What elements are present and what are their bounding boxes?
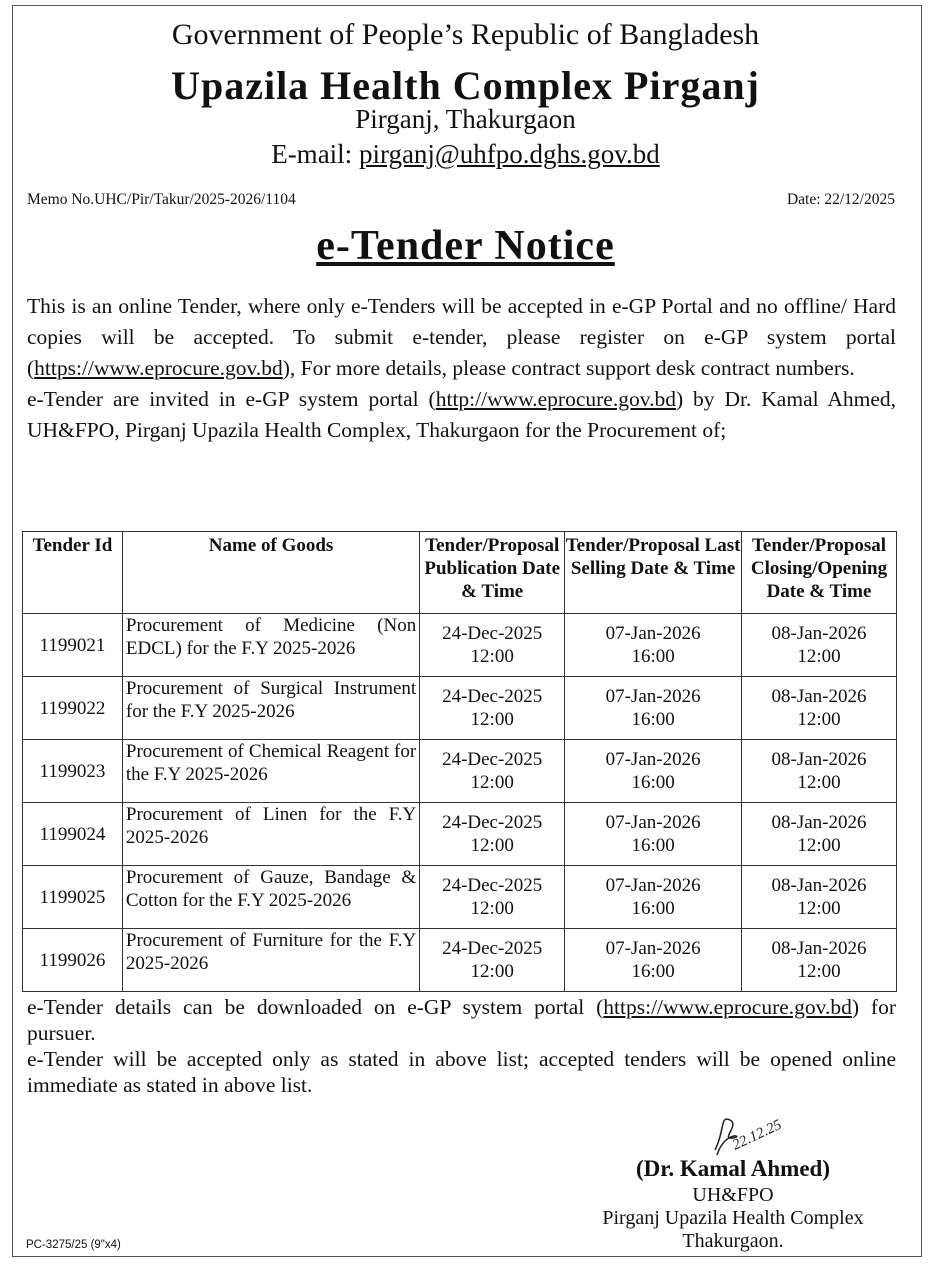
email-line: [0, 139, 931, 170]
last-selling-datetime: [565, 866, 742, 929]
time: 12:00: [470, 709, 514, 730]
closing-opening-datetime: [742, 929, 897, 992]
goods-name: Procurement of Medicine (Non EDCL) for the F.Y 2025-2026: [122, 614, 419, 677]
tender-id: 1199026: [23, 929, 123, 992]
date: 24-Dec-2025: [442, 938, 543, 959]
time: 16:00: [631, 772, 675, 793]
column-header: Name of Goods: [122, 532, 419, 614]
tender-id: 1199021: [23, 614, 123, 677]
signatory-designation: UH&FPO: [692, 1184, 774, 1206]
download-note: [27, 994, 896, 1046]
table-row: [23, 929, 897, 992]
table-header-row: [23, 532, 897, 614]
note-text: e-Tender details can be downloaded on e-GP system portal (: [27, 995, 604, 1019]
last-selling-datetime: [565, 677, 742, 740]
publication-datetime: [420, 929, 565, 992]
last-selling-datetime: [565, 740, 742, 803]
intro-text: ), For more details, please contract support desk contract numbers.: [282, 356, 855, 380]
table-row: [23, 677, 897, 740]
goods-name: Procurement of Surgical Instrument for the F.Y 2025-2026: [122, 677, 419, 740]
date: 07-Jan-2026: [605, 749, 701, 770]
time: 12:00: [470, 898, 514, 919]
intro-text: ) by Dr. Kamal Ahmed, UH&FPO, Pirganj Upazila Health Complex, Thakurgaon for the Procurement of;: [27, 387, 897, 442]
date: 24-Dec-2025: [442, 623, 543, 644]
signatory-name: (Dr. Kamal Ahmed): [635, 1156, 830, 1181]
last-selling-datetime: [565, 929, 742, 992]
date: 08-Jan-2026: [771, 749, 867, 770]
time: 12:00: [797, 709, 841, 730]
print-code: PC-3275/25 (9"x4): [26, 1239, 121, 1251]
tender-table: [22, 531, 897, 992]
time: 16:00: [631, 835, 675, 856]
tender-id: 1199024: [23, 803, 123, 866]
date: 08-Jan-2026: [771, 686, 867, 707]
publication-datetime: [420, 614, 565, 677]
goods-name: Procurement of Chemical Reagent for the F.Y 2025-2026: [122, 740, 419, 803]
date: 24-Dec-2025: [442, 686, 543, 707]
time: 12:00: [797, 898, 841, 919]
date: 24-Dec-2025: [442, 749, 543, 770]
email-label: E-mail:: [271, 139, 359, 169]
date: 24-Dec-2025: [442, 875, 543, 896]
time: 12:00: [470, 772, 514, 793]
eprocure-link[interactable]: https://www.eprocure.gov.bd: [34, 356, 283, 380]
date: 07-Jan-2026: [605, 875, 701, 896]
date: 08-Jan-2026: [771, 875, 867, 896]
intro-paragraph: [27, 291, 896, 446]
time: 16:00: [631, 961, 675, 982]
tender-id: 1199025: [23, 866, 123, 929]
eprocure-link[interactable]: https://www.eprocure.gov.bd: [603, 995, 852, 1019]
time: 12:00: [797, 961, 841, 982]
closing-opening-datetime: [742, 866, 897, 929]
time: 16:00: [631, 709, 675, 730]
time: 12:00: [470, 646, 514, 667]
publication-datetime: [420, 803, 565, 866]
date: 07-Jan-2026: [605, 812, 701, 833]
closing-opening-datetime: [742, 677, 897, 740]
time: 16:00: [631, 898, 675, 919]
intro-text: e-Tender are invited in e-GP system portal (: [27, 387, 436, 411]
column-header: Tender/Proposal Last Selling Date & Time: [565, 532, 742, 614]
date: 24-Dec-2025: [442, 812, 543, 833]
office-heading: Upazila Health Complex Pirganj: [171, 63, 760, 108]
tender-id: 1199022: [23, 677, 123, 740]
table-row: [23, 803, 897, 866]
table-row: [23, 614, 897, 677]
time: 12:00: [470, 835, 514, 856]
intro-text: This is an online Tender, where only e-Tenders will be accepted in e-GP Portal and no offline/ Hard copies will be accepted. To submit e-tender, please register on e-GP system portal (: [27, 294, 896, 380]
email-link[interactable]: pirganj@uhfpo.dghs.gov.bd: [358, 139, 660, 169]
publication-datetime: [420, 677, 565, 740]
column-header: Tender/Proposal Closing/Opening Date & Time: [742, 532, 897, 614]
goods-name: Procurement of Gauze, Bandage & Cotton for the F.Y 2025-2026: [122, 866, 419, 929]
government-heading: Government of People’s Republic of Bangladesh: [171, 18, 760, 51]
signatory-place: Thakurgaon.: [682, 1230, 784, 1252]
time: 12:00: [797, 646, 841, 667]
tender-id: 1199023: [23, 740, 123, 803]
signatory-office: Pirganj Upazila Health Complex: [602, 1207, 864, 1229]
column-header: Tender/Proposal Publication Date & Time: [420, 532, 565, 614]
signature-date: 22.12.25: [729, 1116, 785, 1154]
date: 07-Jan-2026: [605, 623, 701, 644]
time: 12:00: [797, 835, 841, 856]
time: 12:00: [797, 772, 841, 793]
column-header: Tender Id: [23, 532, 123, 614]
goods-name: Procurement of Furniture for the F.Y 2025-2026: [122, 929, 419, 992]
date: 08-Jan-2026: [771, 812, 867, 833]
table-row: [23, 740, 897, 803]
closing-opening-datetime: [742, 740, 897, 803]
memo-date: Date: 22/12/2025: [786, 191, 895, 208]
date: 08-Jan-2026: [771, 623, 867, 644]
last-selling-datetime: [565, 614, 742, 677]
memo-number: Memo No.UHC/Pir/Takur/2025-2026/1104: [27, 191, 296, 208]
last-selling-datetime: [565, 803, 742, 866]
notice-title: e-Tender Notice: [316, 223, 615, 269]
office-location: Pirganj, Thakurgaon: [355, 104, 576, 134]
time: 12:00: [470, 961, 514, 982]
goods-name: Procurement of Linen for the F.Y 2025-2026: [122, 803, 419, 866]
closing-opening-datetime: [742, 803, 897, 866]
date: 07-Jan-2026: [605, 686, 701, 707]
note-text: ) for pursuer.: [27, 995, 897, 1045]
acceptance-note: e-Tender will be accepted only as stated in above list; accepted tenders will be opened online immediate as stated in above list.: [27, 1047, 896, 1097]
publication-datetime: [420, 866, 565, 929]
time: 16:00: [631, 646, 675, 667]
publication-datetime: [420, 740, 565, 803]
closing-opening-datetime: [742, 614, 897, 677]
date: 07-Jan-2026: [605, 938, 701, 959]
date: 08-Jan-2026: [771, 938, 867, 959]
signature-mark: [705, 1110, 795, 1160]
eprocure-link[interactable]: http://www.eprocure.gov.bd: [435, 387, 676, 411]
table-row: [23, 866, 897, 929]
